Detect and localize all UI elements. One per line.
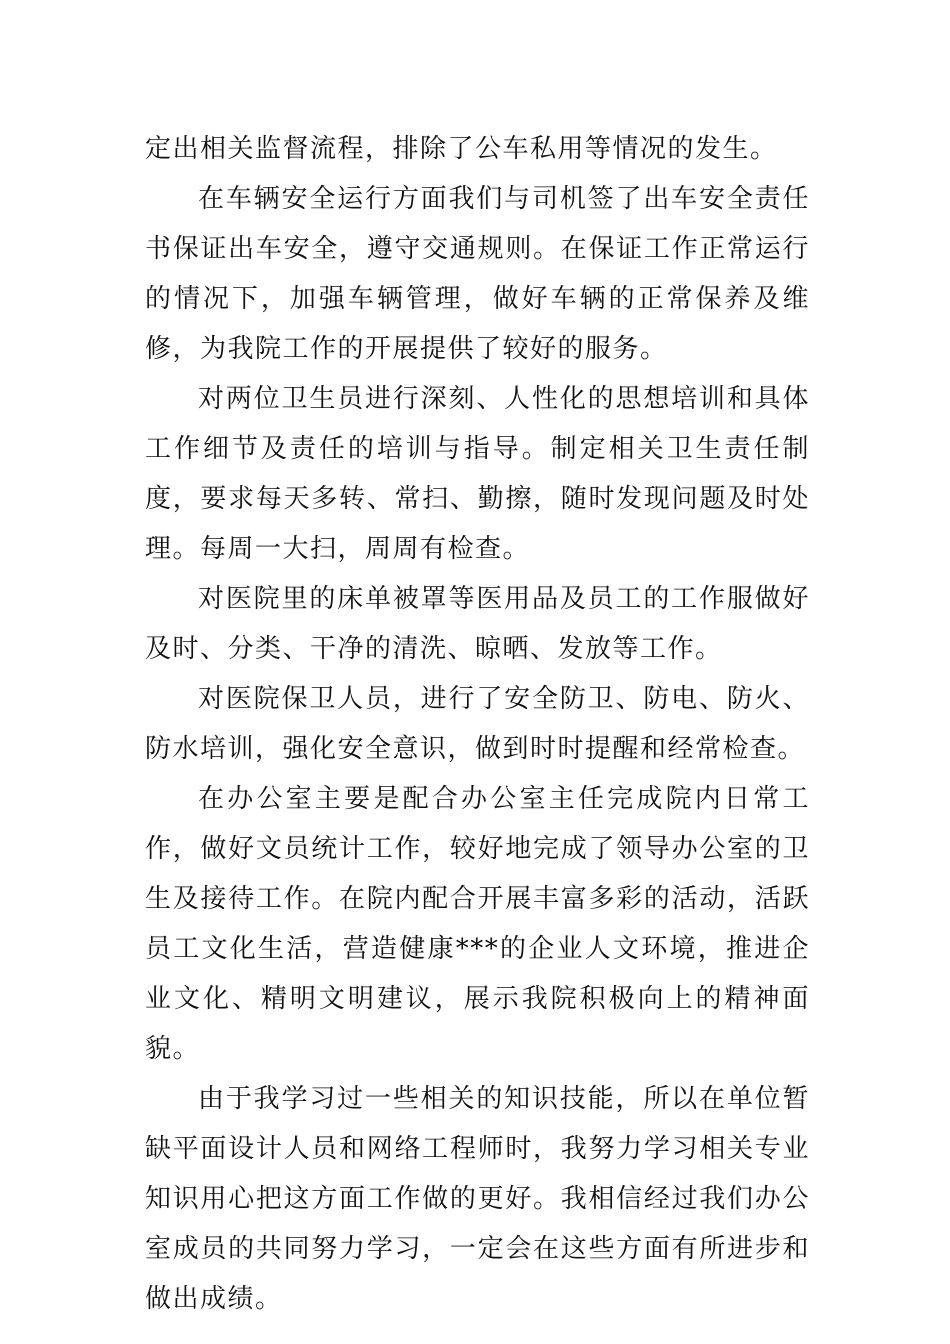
paragraph-security-training: 对医院保卫人员，进行了安全防卫、防电、防火、防水培训，强化安全意识，做到时时提醒和经常检查。: [145, 684, 810, 764]
paragraph-vehicle-safety: 在车辆安全运行方面我们与司机签了出车安全责任书保证出车安全，遵守交通规则。在保证工作正常运行的情况下，加强车辆管理，做好车辆的正常保养及维修，为我院工作的开展提供了较好的服务。: [145, 184, 810, 364]
paragraph-office-work: 在办公室主要是配合办公室主任完成院内日常工作，做好文员统计工作，较好地完成了领导办公室的卫生及接待工作。在院内配合开展丰富多彩的活动，活跃员工文化生活，营造健康***的企业人文环境，推进企业文化、精明文明建议，展示我院积极向上的精神面貌。: [145, 784, 810, 1064]
paragraph-sanitation-training: 对两位卫生员进行深刻、人性化的思想培训和具体工作细节及责任的培训与指导。制定相关卫生责任制度，要求每天多转、常扫、勤擦，随时发现问题及时处理。每周一大扫，周周有检查。: [145, 384, 810, 564]
paragraph-continuation: 定出相关监督流程，排除了公车私用等情况的发生。: [145, 134, 778, 164]
paragraph-skill-learning: 由于我学习过一些相关的知识技能，所以在单位暂缺平面设计人员和网络工程师时，我努力学习相关专业知识用心把这方面工作做的更好。我相信经过我们办公室成员的共同努力学习，一定会在这些方面有所进步和做出成绩。: [145, 1084, 810, 1314]
document-body: [145, 124, 810, 1324]
paragraph-linen-cleaning: 对医院里的床单被罩等医用品及员工的工作服做好及时、分类、干净的清洗、晾晒、发放等工作。: [145, 584, 810, 664]
